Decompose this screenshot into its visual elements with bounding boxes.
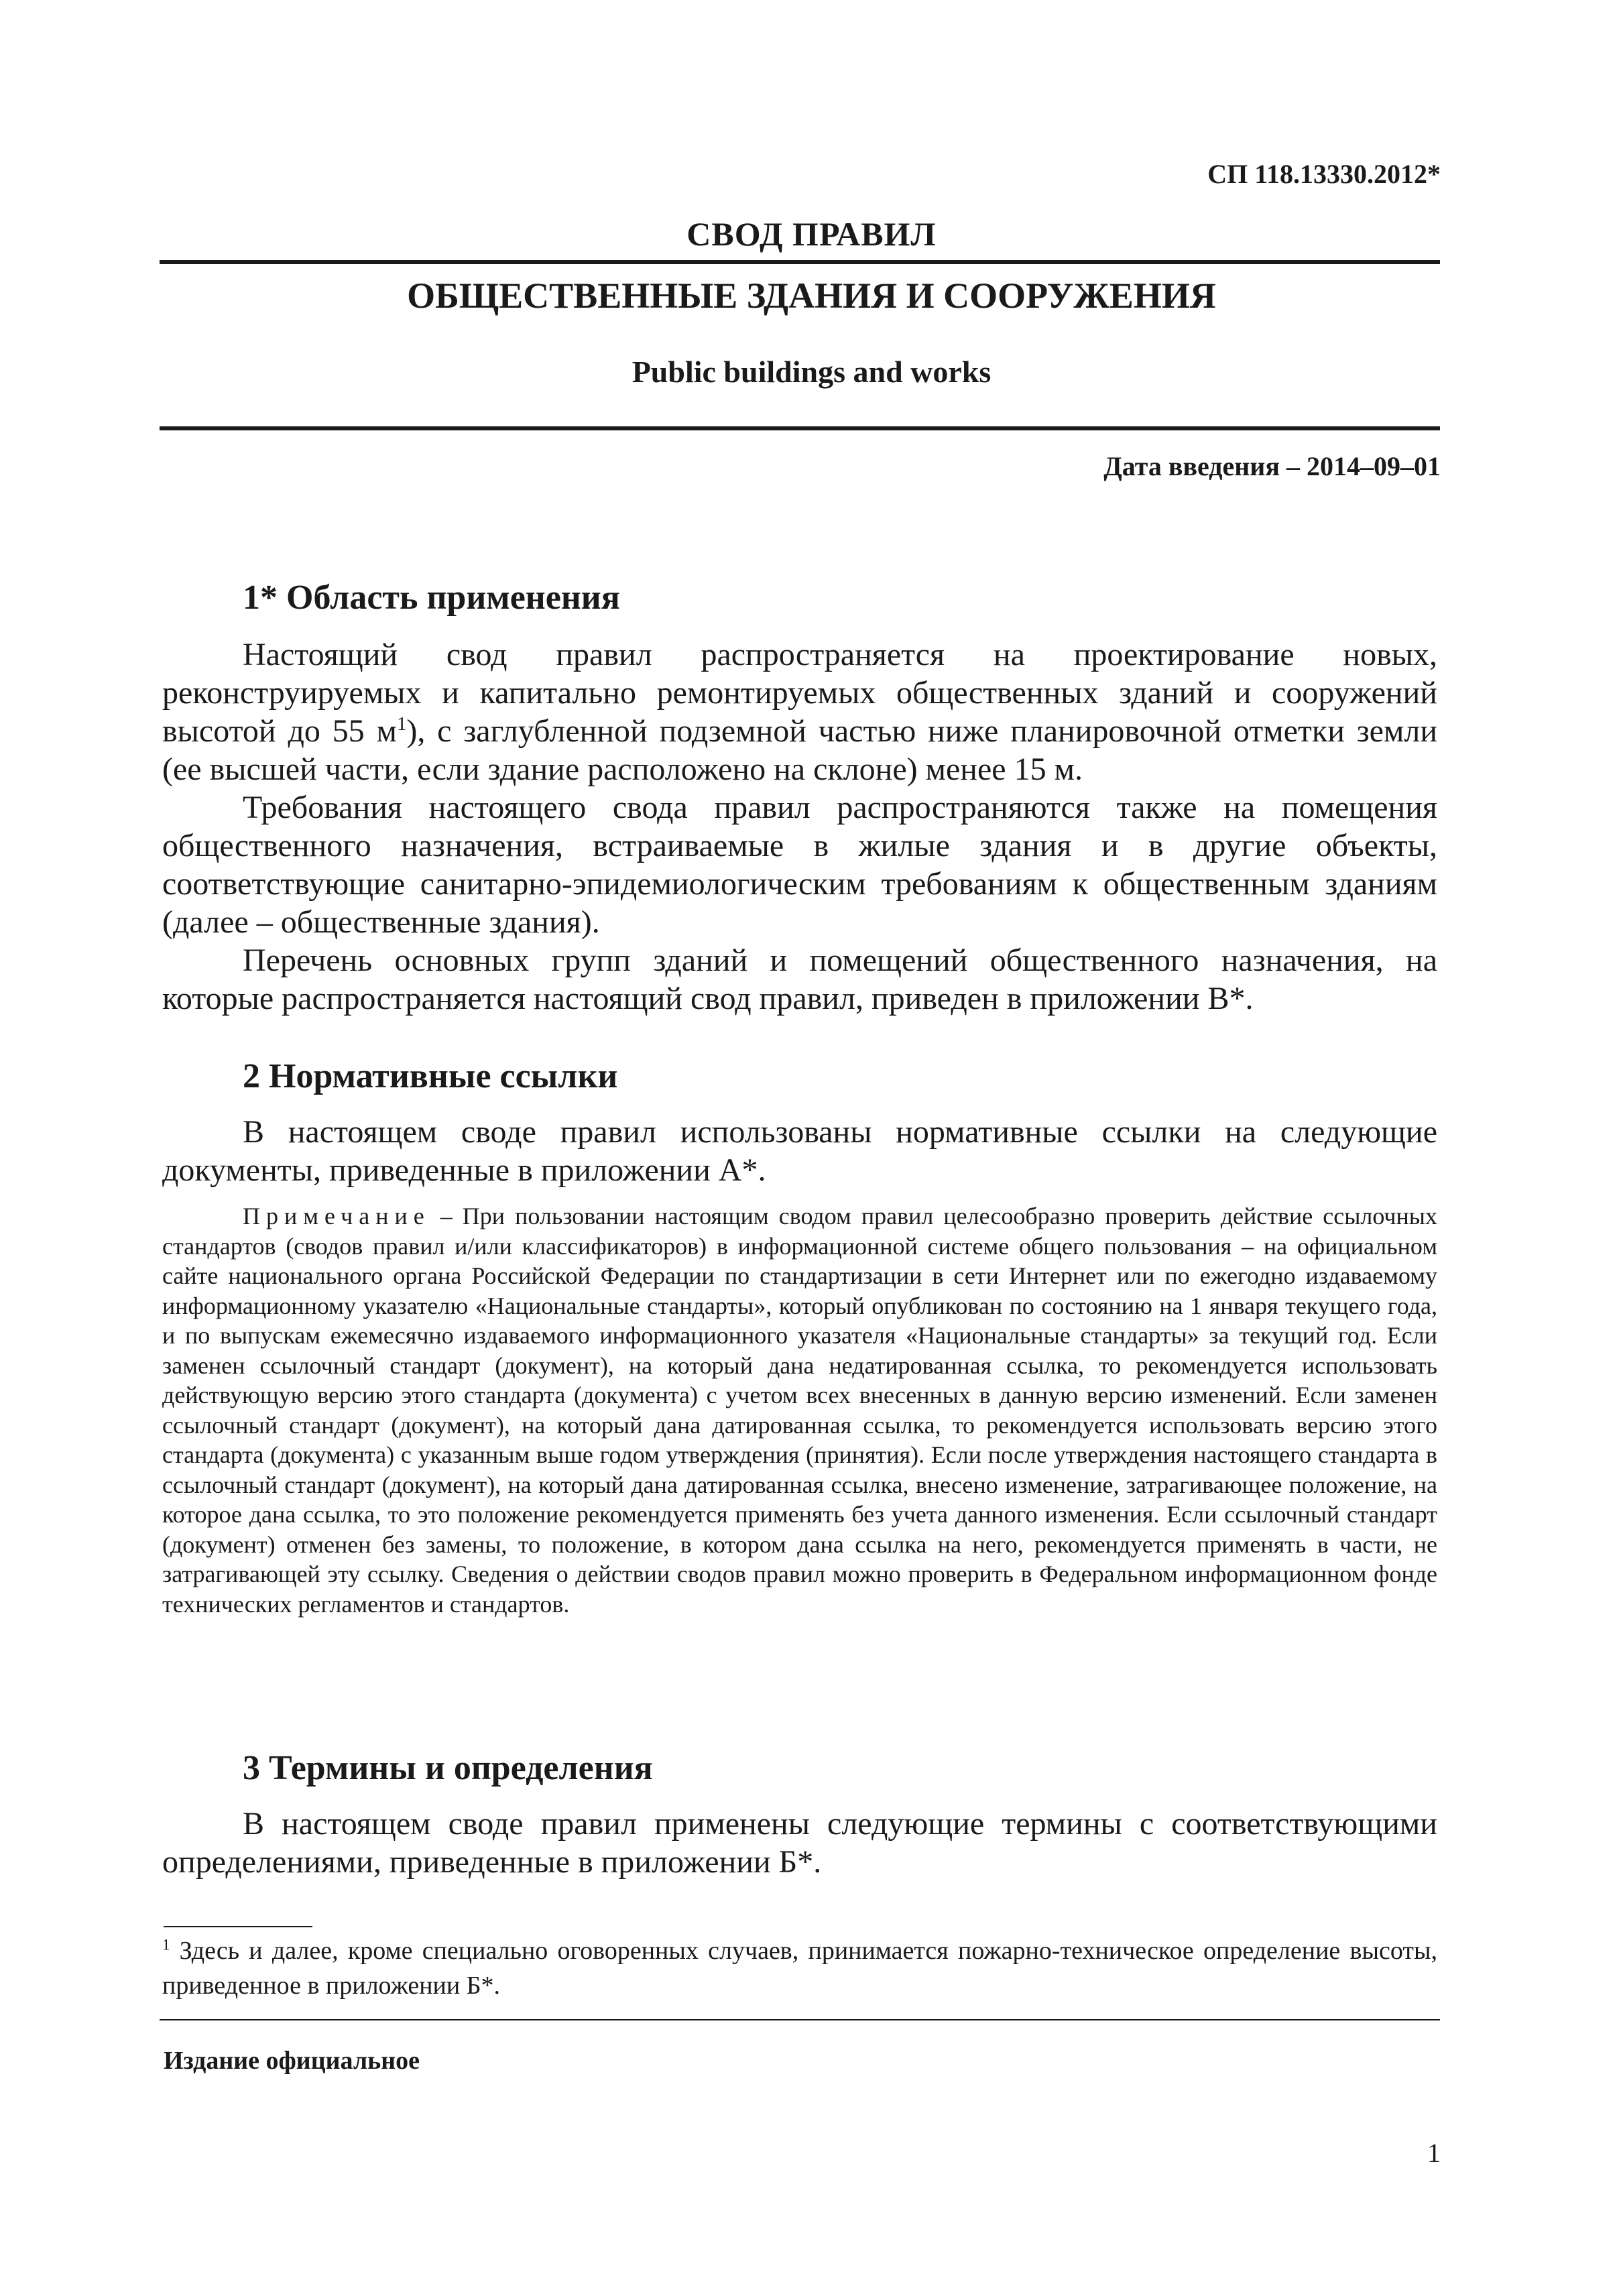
header-rule-bottom (160, 426, 1440, 430)
section-1-paragraph-3: Перечень основных групп зданий и помещений общественного назначения, на которые распространяется настоящий свод правил, приведен в приложении В*. (162, 943, 1437, 1016)
header-rule-top (160, 260, 1440, 264)
section-3-heading: 3 Термины и определения (243, 1749, 653, 1787)
document-type-title: СВОД ПРАВИЛ (686, 215, 937, 253)
document-title: ОБЩЕСТВЕННЫЕ ЗДАНИЯ И СООРУЖЕНИЯ (407, 276, 1216, 316)
footnote-separator (164, 1926, 312, 1927)
footer-rule (160, 2019, 1440, 2020)
section-2-heading: 2 Нормативные ссылки (243, 1057, 618, 1095)
footnote-ref: 1 (396, 713, 407, 735)
footnote (162, 1933, 1437, 2003)
section-1-paragraph-1 (162, 636, 1437, 788)
note-label: Примечание (243, 1203, 430, 1229)
section-2-note (162, 1201, 1437, 1619)
section-2-paragraph-1: В настоящем своде правил использованы нормативные ссылки на следующие документы, приведенные в приложении А*. (162, 1114, 1437, 1188)
paragraph-text: Настоящий свод правил распространяется на проектирование новых, реконструируемых и капитально ремонтируемых общественных зданий и сооружений высотой до 55 м (162, 637, 1437, 749)
introduction-date: Дата введения – 2014–09–01 (1103, 451, 1441, 481)
section-3-paragraph-1: В настоящем своде правил применены следующие термины с соответствующими определениями, приведенные в приложении Б*. (162, 1806, 1437, 1880)
section-1-heading: 1* Область применения (243, 579, 620, 617)
page-number: 1 (1427, 2138, 1441, 2168)
document-subtitle: Public buildings and works (632, 355, 991, 389)
section-1-paragraph-2: Требования настоящего свода правил распространяются также на помещения общественного назначения, встраиваемые в жилые здания и в другие объекты, соответствующие санитарно-эпидемиологическим требованиям к общественным зданиям (далее – общественные здания). (162, 790, 1437, 940)
footnote-marker: 1 (162, 1936, 170, 1953)
paragraph-text: ), с заглубленной подземной частью ниже планировочной отметки земли (ее высшей части, если здание расположено на склоне) менее 15 м. (162, 713, 1438, 787)
document-code: СП 118.13330.2012* (1207, 159, 1441, 189)
edition-label: Издание официальное (164, 2047, 420, 2075)
note-text: – При пользовании настоящим сводом правил целесообразно проверить действие ссылочных стандартов (сводов правил и/или классификаторов) в информационной системе общего пользования – на официальном сайте национального органа Российской Федерации по стандартизации в сети Интернет или по ежегодно издаваемому информационному указателю «Национальные стандарты», который опубликован по состоянию на 1 января текущего года, и по выпускам ежемесячно издаваемого информационного указателя «Национальные стандарты» за текущий год. Если заменен ссылочный стандарт (документ), на который дана недатированная ссылка, то рекомендуется использовать действующую версию этого стандарта (документа) с учетом всех внесенных в данную версию изменений. Если заменен ссылочный стандарт (документ), на который дана датированная ссылка, то рекомендуется использовать версию этого стандарта (документа) с указанным выше годом утверждения (принятия). Если после утверждения настоящего стандарта в ссылочный стандарт (документ), на который дана датированная ссылка, внесено изменение, затрагивающее положение, на которое дана ссылка, то это положение рекомендуется применять без учета данного изменения. Если ссылочный стандарт (документ) отменен без замены, то положение, в котором дана ссылка на него, рекомендуется применять в части, не затрагивающей эту ссылку. Сведения о действии сводов правил можно проверить в Федеральном информационном фонде технических регламентов и стандартов. (162, 1203, 1437, 1618)
footnote-text: Здесь и далее, кроме специально оговоренных случаев, принимается пожарно-техническое определение высоты, приведенное в приложении Б*. (162, 1937, 1437, 2000)
